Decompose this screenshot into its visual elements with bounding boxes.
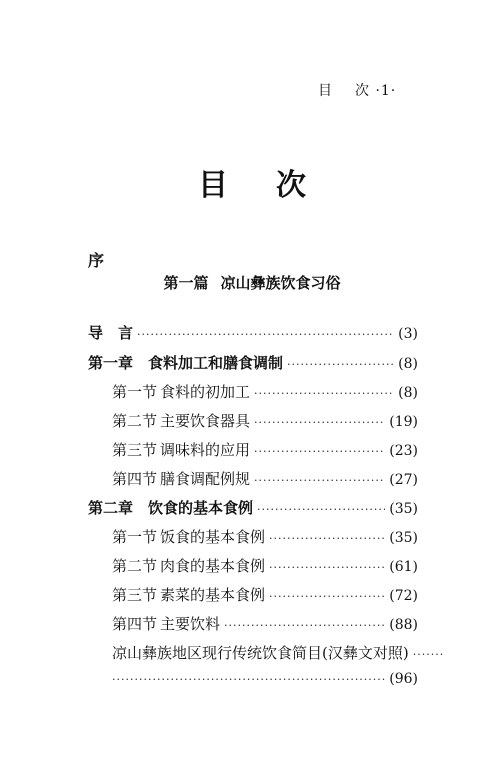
toc-section-title: 肉食的基本食例	[160, 557, 266, 575]
part-number: 第一篇	[163, 274, 209, 292]
running-head-word: 次	[355, 83, 370, 99]
toc-entry-page: (3)	[398, 326, 418, 342]
toc-section-title: 主要饮食器具	[160, 412, 251, 430]
toc-entry-page: (19)	[389, 414, 418, 430]
page-title	[0, 160, 504, 204]
toc-leader-dots	[287, 358, 394, 371]
toc-entry-ch1-section-1[interactable]	[112, 381, 418, 402]
toc-section-title: 饭食的基本食例	[160, 528, 266, 546]
toc-section-number: 第二节	[112, 412, 158, 430]
toc-entry-label: 第一章 食料加工和膳食调制	[88, 354, 284, 372]
toc-leader-dots	[254, 474, 385, 487]
toc-entry-intro[interactable]	[88, 322, 418, 343]
toc-section-title: 食料的初加工	[160, 383, 251, 401]
page-title-char-2: 次	[276, 168, 306, 203]
toc-entry-page: (27)	[389, 472, 418, 488]
toc-entry-ch1-section-3[interactable]	[112, 439, 418, 460]
toc-section-title: 主要饮料	[160, 615, 221, 633]
toc-entry-ch1-section-2[interactable]	[112, 410, 418, 431]
toc-entry-page: (23)	[389, 443, 418, 459]
toc-leader-dots	[254, 416, 385, 429]
toc-entry-ch2-section-1[interactable]	[112, 526, 418, 547]
toc-entry-page: (35)	[389, 501, 418, 517]
toc-entry-ch2-section-4[interactable]	[112, 613, 418, 634]
toc-entry-ch1-section-4[interactable]	[112, 468, 418, 489]
toc-section-number: 第四节	[112, 470, 158, 488]
toc-section-number: 第四节	[112, 615, 158, 633]
toc-entry-page: (35)	[389, 530, 418, 546]
toc-section-title: 调味料的应用	[160, 441, 251, 459]
toc-entry-label: 凉山彝族地区现行传统饮食简目(汉彝文对照)	[112, 644, 409, 662]
toc-leader-dots	[112, 673, 385, 686]
toc-leader-dots	[269, 532, 385, 545]
running-head-section: 目	[318, 83, 333, 99]
toc-entry-page: (8)	[398, 385, 418, 401]
toc-entry-ch2-section-2[interactable]	[112, 555, 418, 576]
toc-entry-label: 第二章 饮食的基本食例	[88, 499, 254, 517]
toc-entry-appendix-continuation[interactable]	[112, 671, 418, 687]
toc-entry-label: 导 言	[88, 324, 134, 342]
toc-leader-dots	[254, 445, 385, 458]
page-title-char-1: 目	[198, 168, 228, 203]
toc-section-title: 膳食调配例规	[160, 470, 251, 488]
toc-entry-page: (61)	[389, 559, 418, 575]
toc-leader-dots	[269, 561, 385, 574]
toc-leader-dots	[257, 503, 385, 516]
toc-entry-chapter-2[interactable]	[88, 497, 418, 518]
toc-section-number: 第二节	[112, 557, 158, 575]
preface-heading: 序	[88, 251, 105, 270]
toc-section-number: 第一节	[112, 383, 158, 401]
toc-leader-dots	[224, 619, 385, 632]
toc-entry-appendix[interactable]	[112, 642, 432, 663]
toc-leader-dots	[269, 590, 385, 603]
toc-leader-dots	[413, 648, 443, 661]
toc-section-number: 第一节	[112, 528, 158, 546]
toc-entry-page: (8)	[398, 356, 418, 372]
toc-section-number: 第三节	[112, 441, 158, 459]
part-name: 凉山彝族饮食习俗	[220, 274, 341, 292]
running-head	[318, 80, 396, 100]
toc-entry-page: (72)	[389, 588, 418, 604]
toc-entry-page: (96)	[389, 671, 418, 687]
toc-entry-ch2-section-3[interactable]	[112, 584, 418, 605]
page-number: ·1·	[375, 83, 397, 99]
toc-leader-dots	[137, 328, 394, 341]
toc-section-title: 素菜的基本食例	[160, 586, 266, 604]
part-heading	[0, 272, 504, 293]
toc-leader-dots	[254, 387, 394, 400]
toc-entry-chapter-1[interactable]	[88, 352, 418, 373]
toc-section-number: 第三节	[112, 586, 158, 604]
toc-entry-page: (88)	[389, 617, 418, 633]
